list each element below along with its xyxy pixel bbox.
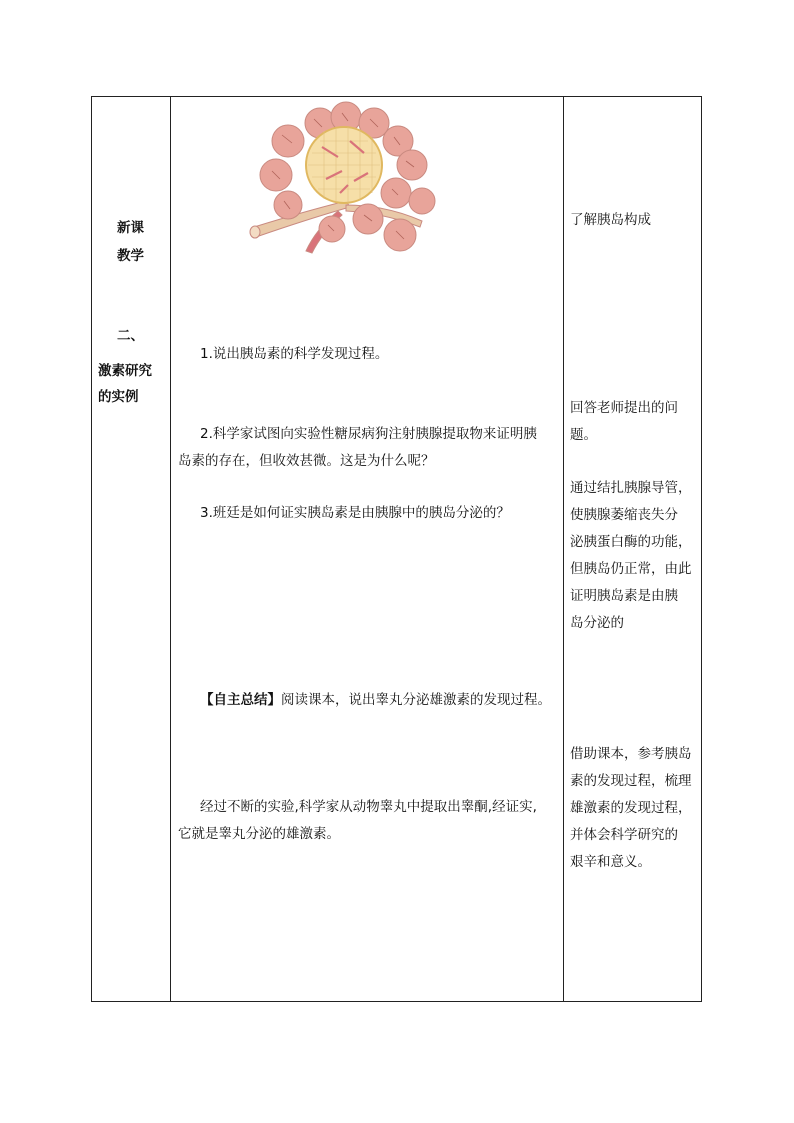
question-2-line1: 2.科学家试图向实验性糖尿病狗注射胰腺提取物来证明胰: [200, 426, 537, 442]
note-answer-line1: 回答老师提出的问: [570, 400, 678, 416]
answer-line2: 它就是睾丸分泌的雄激素。: [178, 826, 340, 842]
note-islet-structure: 了解胰岛构成: [570, 212, 651, 228]
note-answer-line2: 题。: [570, 427, 597, 443]
note-androgen-line3: 雄激素的发现过程，: [570, 800, 692, 816]
column-divider-left: [170, 97, 171, 1001]
question-2-line2: 岛素的存在，但收效甚微。这是为什么呢？: [178, 453, 435, 469]
note-androgen-line1: 借助课本，参考胰岛: [570, 746, 692, 762]
answer-line1: 经过不断的实验,科学家从动物睾丸中提取出睾酮,经证实,: [200, 799, 537, 815]
column-divider-right: [563, 97, 564, 1001]
summary-text: 阅读课本，说出睾丸分泌雄激素的发现过程。: [281, 692, 551, 708]
note-androgen-line4: 并体会科学研究的: [570, 827, 678, 843]
part-title-line2: 的实例: [98, 389, 139, 405]
note-banting-line4: 但胰岛仍正常，由此: [570, 561, 692, 577]
question-3: 3.班廷是如何证实胰岛素是由胰腺中的胰岛分泌的？: [200, 505, 510, 521]
section-label-line1: 新课: [117, 220, 144, 236]
note-banting-line6: 岛分泌的: [570, 615, 624, 631]
note-banting-line5: 证明胰岛素是由胰: [570, 588, 678, 604]
part-title-line1: 激素研究: [98, 363, 152, 379]
note-androgen-line2: 素的发现过程，梳理: [570, 773, 692, 789]
section-label-line2: 教学: [117, 248, 144, 264]
note-banting-line1: 通过结扎胰腺导管，: [570, 480, 692, 496]
summary-prompt: [200, 687, 551, 714]
note-androgen-line5: 艰辛和意义。: [570, 854, 651, 870]
pancreatic-islet-illustration: [246, 101, 436, 271]
lesson-table: [91, 96, 702, 1002]
note-banting-line3: 泌胰蛋白酶的功能，: [570, 534, 692, 550]
summary-tag: 【自主总结】: [200, 692, 281, 708]
question-1: 1.说出胰岛素的科学发现过程。: [200, 346, 389, 362]
part-number: 二、: [117, 328, 144, 344]
note-banting-line2: 使胰腺萎缩丧失分: [570, 507, 678, 523]
